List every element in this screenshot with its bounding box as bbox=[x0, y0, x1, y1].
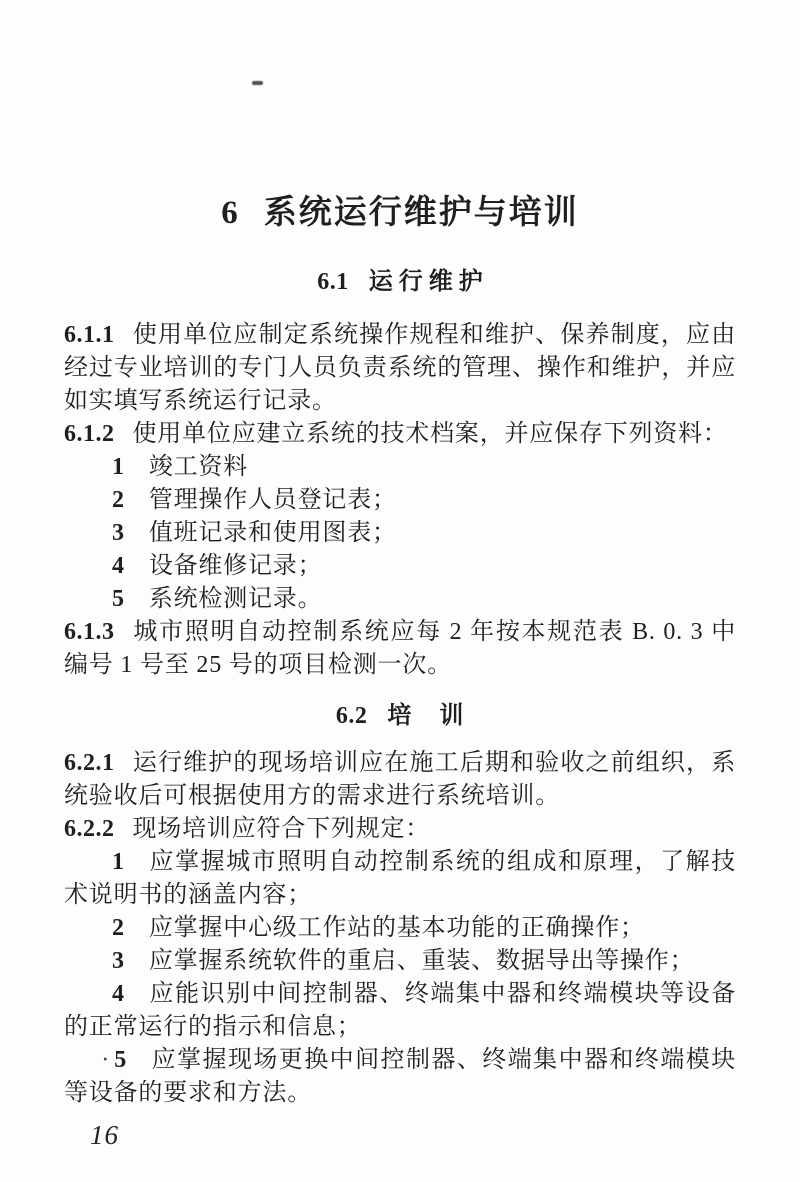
paragraph-number: 6.2.1 bbox=[64, 749, 115, 776]
section-6-1-number: 6.1 bbox=[317, 269, 349, 295]
list-item bbox=[64, 484, 736, 517]
chapter-number: 6 bbox=[221, 195, 238, 231]
list-item bbox=[64, 978, 736, 1044]
paragraph-text: 使用单位应建立系统的技术档案，并应保存下列资料： bbox=[132, 420, 728, 447]
paragraph-number: 6.1.3 bbox=[64, 618, 115, 645]
list-item bbox=[64, 945, 736, 978]
paragraph-text: 使用单位应制定系统操作规程和维护、保养制度，应由经过专业培训的专门人员负责系统的管理、操作和维护，并应如实填写系统运行记录。 bbox=[64, 321, 736, 414]
list-item-text: 管理操作人员登记表； bbox=[148, 486, 397, 513]
paragraph-number: 6.1.2 bbox=[64, 420, 115, 447]
paragraph-text: 城市照明自动控制系统应每 2 年按本规范表 B. 0. 3 中编号 1 号至 25 号的项目检测一次。 bbox=[64, 618, 736, 678]
list-item-number: 3 bbox=[112, 519, 125, 546]
section-heading-6-1 bbox=[0, 266, 800, 299]
list-item-number: 5 bbox=[112, 585, 125, 612]
list-item bbox=[64, 583, 736, 616]
paragraph-6-2-2 bbox=[64, 813, 736, 846]
list-item-number: 2 bbox=[112, 914, 125, 941]
paragraph-6-1-3 bbox=[64, 616, 736, 682]
paragraph-6-1-2 bbox=[64, 418, 736, 451]
list-item-text: 应能识别中间控制器、终端集中器和终端模块等设备的正常运行的指示和信息； bbox=[64, 980, 736, 1040]
list-item-number: 1 bbox=[112, 453, 125, 480]
chapter-title bbox=[0, 192, 800, 234]
list-item-text: 竣工资料 bbox=[148, 453, 249, 480]
scan-artifact-mark bbox=[252, 81, 263, 85]
list-item-number: 4 bbox=[112, 980, 125, 1007]
scan-dot-artifact: · bbox=[101, 1046, 110, 1073]
paragraph-6-1-1 bbox=[64, 319, 736, 418]
section-6-2-number: 6.2 bbox=[335, 702, 368, 729]
list-item bbox=[64, 912, 736, 945]
paragraph-text: 运行维护的现场培训应在施工后期和验收之前组织，系统验收后可根据使用方的需求进行系统培训。 bbox=[64, 749, 736, 809]
list-item bbox=[64, 846, 736, 912]
paragraph-number: 6.2.2 bbox=[64, 815, 115, 842]
paragraph-number: 6.1.1 bbox=[64, 321, 115, 348]
list-item-number: 4 bbox=[112, 552, 125, 579]
list-item-text: 应掌握系统软件的重启、重装、数据导出等操作； bbox=[148, 947, 695, 974]
list-item-number: 5 bbox=[114, 1046, 127, 1073]
section-6-2-title: 培 训 bbox=[387, 702, 465, 729]
list-item bbox=[64, 1044, 736, 1110]
list-item-text: 设备维修记录； bbox=[148, 552, 323, 579]
body-text-block bbox=[64, 319, 736, 1110]
section-heading-6-2 bbox=[64, 700, 736, 733]
chapter-title-text: 系统运行维护与培训 bbox=[263, 195, 579, 231]
list-item-number: 3 bbox=[112, 947, 125, 974]
list-item-number: 1 bbox=[112, 848, 125, 875]
list-item-text: 应掌握城市照明自动控制系统的组成和原理，了解技术说明书的涵盖内容； bbox=[64, 848, 736, 908]
list-item-text: 系统检测记录。 bbox=[148, 585, 323, 612]
list-item bbox=[64, 550, 736, 583]
section-6-1-title: 运 行 维 护 bbox=[368, 269, 483, 295]
list-item bbox=[64, 517, 736, 550]
list-item bbox=[64, 451, 736, 484]
list-item-number: 2 bbox=[112, 486, 125, 513]
paragraph-6-2-1 bbox=[64, 747, 736, 813]
paragraph-text: 现场培训应符合下列规定： bbox=[132, 815, 431, 842]
page-number: 16 bbox=[90, 1120, 119, 1150]
list-item-text: 应掌握现场更换中间控制器、终端集中器和终端模块等设备的要求和方法。 bbox=[64, 1046, 736, 1106]
list-item-text: 应掌握中心级工作站的基本功能的正确操作； bbox=[148, 914, 645, 941]
list-item-text: 值班记录和使用图表； bbox=[148, 519, 397, 546]
